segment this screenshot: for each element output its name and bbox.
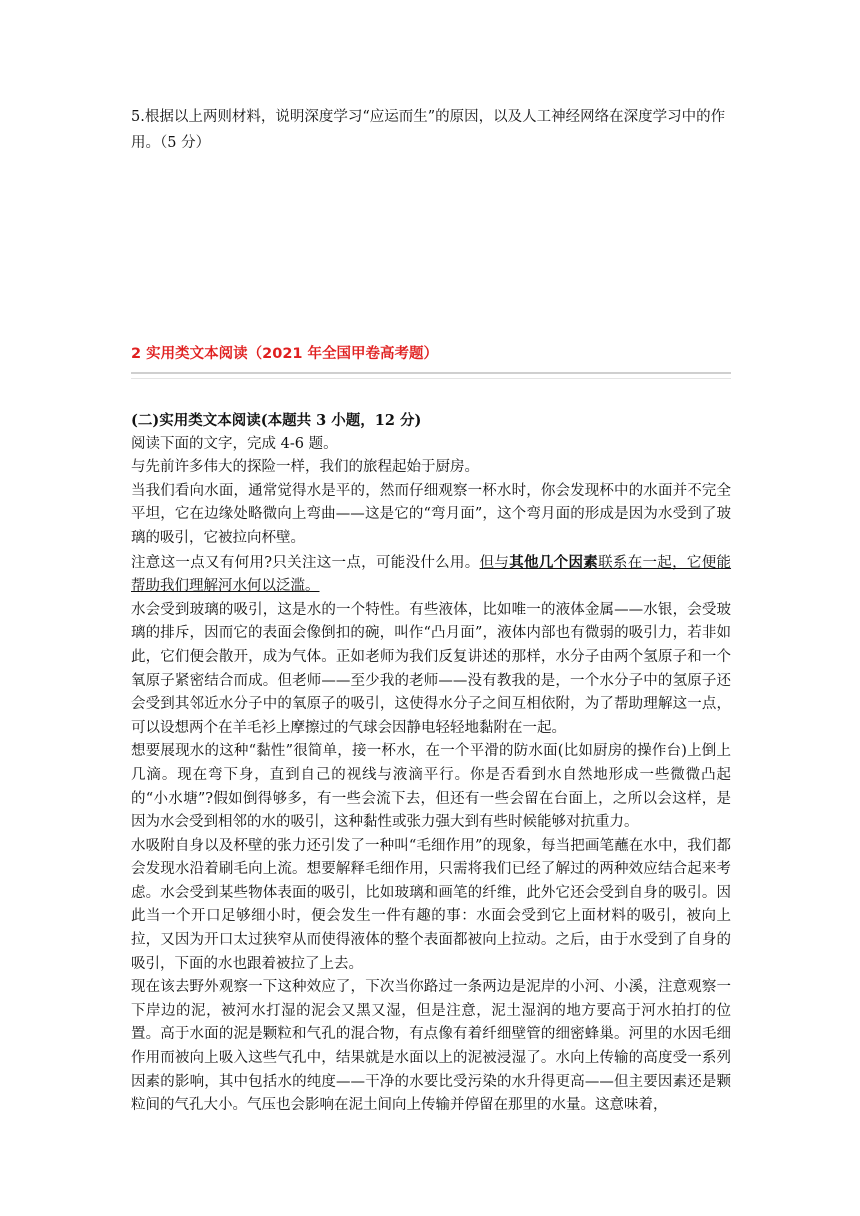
reading-passage — [131, 409, 731, 1118]
paragraph-6: 水吸附自身以及杯壁的张力还引发了一种叫“毛细作用”的现象，每当把画笔蘸在水中，我们都会发现水沿着刷毛向上流。想要解释毛细作用，只需将我们已经了解过的两种效应结合起来考虑。水会受到某些物体表面的吸引，比如玻璃和画笔的纤维，此外它还会受到自身的吸引。因此当一个开口足够细小时，便会发生一件有趣的事：水面会受到它上面材料的吸引，被向上拉，又因为开口太过狭窄从而使得液体的整个表面都被向上拉动。之后，由于水受到了自身的吸引，下面的水也跟着被拉了上去。 — [131, 837, 731, 972]
underlined-phrase-start: 但与 — [479, 554, 510, 571]
passage-subheading: (二)实用类文本阅读(本题共 3 小题，12 分) — [131, 412, 422, 429]
paragraph-5: 想要展现水的这种“黏性”很简单，接一杯水，在一个平滑的防水面(比如厨房的操作台)上倒上几滴。现在弯下身，直到自己的视线与液滴平行。你是否看到水自然地形成一些微微凸起的“小水塘”?假如倒得够多，有一些会流下去，但还有一些会留在台面上，之所以会这样，是因为水会受到相邻的水的吸引，这种黏性或张力强大到有些时候能够对抗重力。 — [131, 743, 731, 831]
underlined-phrase-end: 联系在一起，它便能帮助我们理解河水何以泛滥。 — [131, 554, 732, 595]
section-heading: 2 实用类文本阅读（2021 年全国甲卷高考题） — [131, 346, 439, 362]
paragraph-1: 与先前许多伟大的探险一样，我们的旅程起始于厨房。 — [131, 459, 479, 476]
bold-key-phrase: 其他几个因素 — [509, 553, 599, 571]
question-5: 5.根据以上两则材料，说明深度学习“应运而生”的原因，以及人工神经网络在深度学习中的作用。（5 分） — [131, 109, 726, 151]
section-divider — [131, 372, 731, 379]
paragraph-3 — [131, 551, 731, 599]
paragraph-2: 当我们看向水面，通常觉得水是平的，然而仔细观察一杯水时，你会发现杯中的水面并不完全平坦，它在边缘处略微向上弯曲——这是它的“弯月面”，这个弯月面的形成是因为水受到了玻璃的吸引，它被拉向杯壁。 — [131, 482, 731, 546]
paragraph-4: 水会受到玻璃的吸引，这是水的一个特性。有些液体，比如唯一的液体金属——水银，会受玻璃的排斥，因而它的表面会像倒扣的碗，叫作“凸月面”，液体内部也有微弱的吸引力，若非如此，它们便会散开，成为气体。正如老师为我们反复讲述的那样，水分子由两个氢原子和一个氧原子紧密结合而成。但老师——至少我的老师——没有教我的是，一个水分子中的氢原子还会受到其邻近水分子中的氧原子的吸引，这使得水分子之间互相依附，为了帮助理解这一点，可以设想两个在羊毛衫上摩擦过的气球会因静电轻轻地黏附在一起。 — [131, 601, 731, 736]
paragraph-7: 现在该去野外观察一下这种效应了，下次当你路过一条两边是泥岸的小河、小溪，注意观察一下岸边的泥，被河水打湿的泥会又黑又湿，但是注意，泥土湿润的地方要高于河水拍打的位置。高于水面的泥是颗粒和气孔的混合物，有点像有着纤细壁管的细密蜂巢。河里的水因毛细作用而被向上吸入这些气孔中，结果就是水面以上的泥被浸湿了。水向上传输的高度受一系列因素的影响，其中包括水的纯度——干净的水要比受污染的水升得更高——但主要因素还是颗粒间的气孔大小。气压也会影响在泥土间向上传输并停留在那里的水量。这意味着， — [131, 979, 731, 1114]
passage-instruction: 阅读下面的文字，完成 4-6 题。 — [131, 435, 338, 452]
paragraph-3-text: 注意这一点又有何用?只关注这一点，可能没什么用。 — [131, 554, 480, 571]
